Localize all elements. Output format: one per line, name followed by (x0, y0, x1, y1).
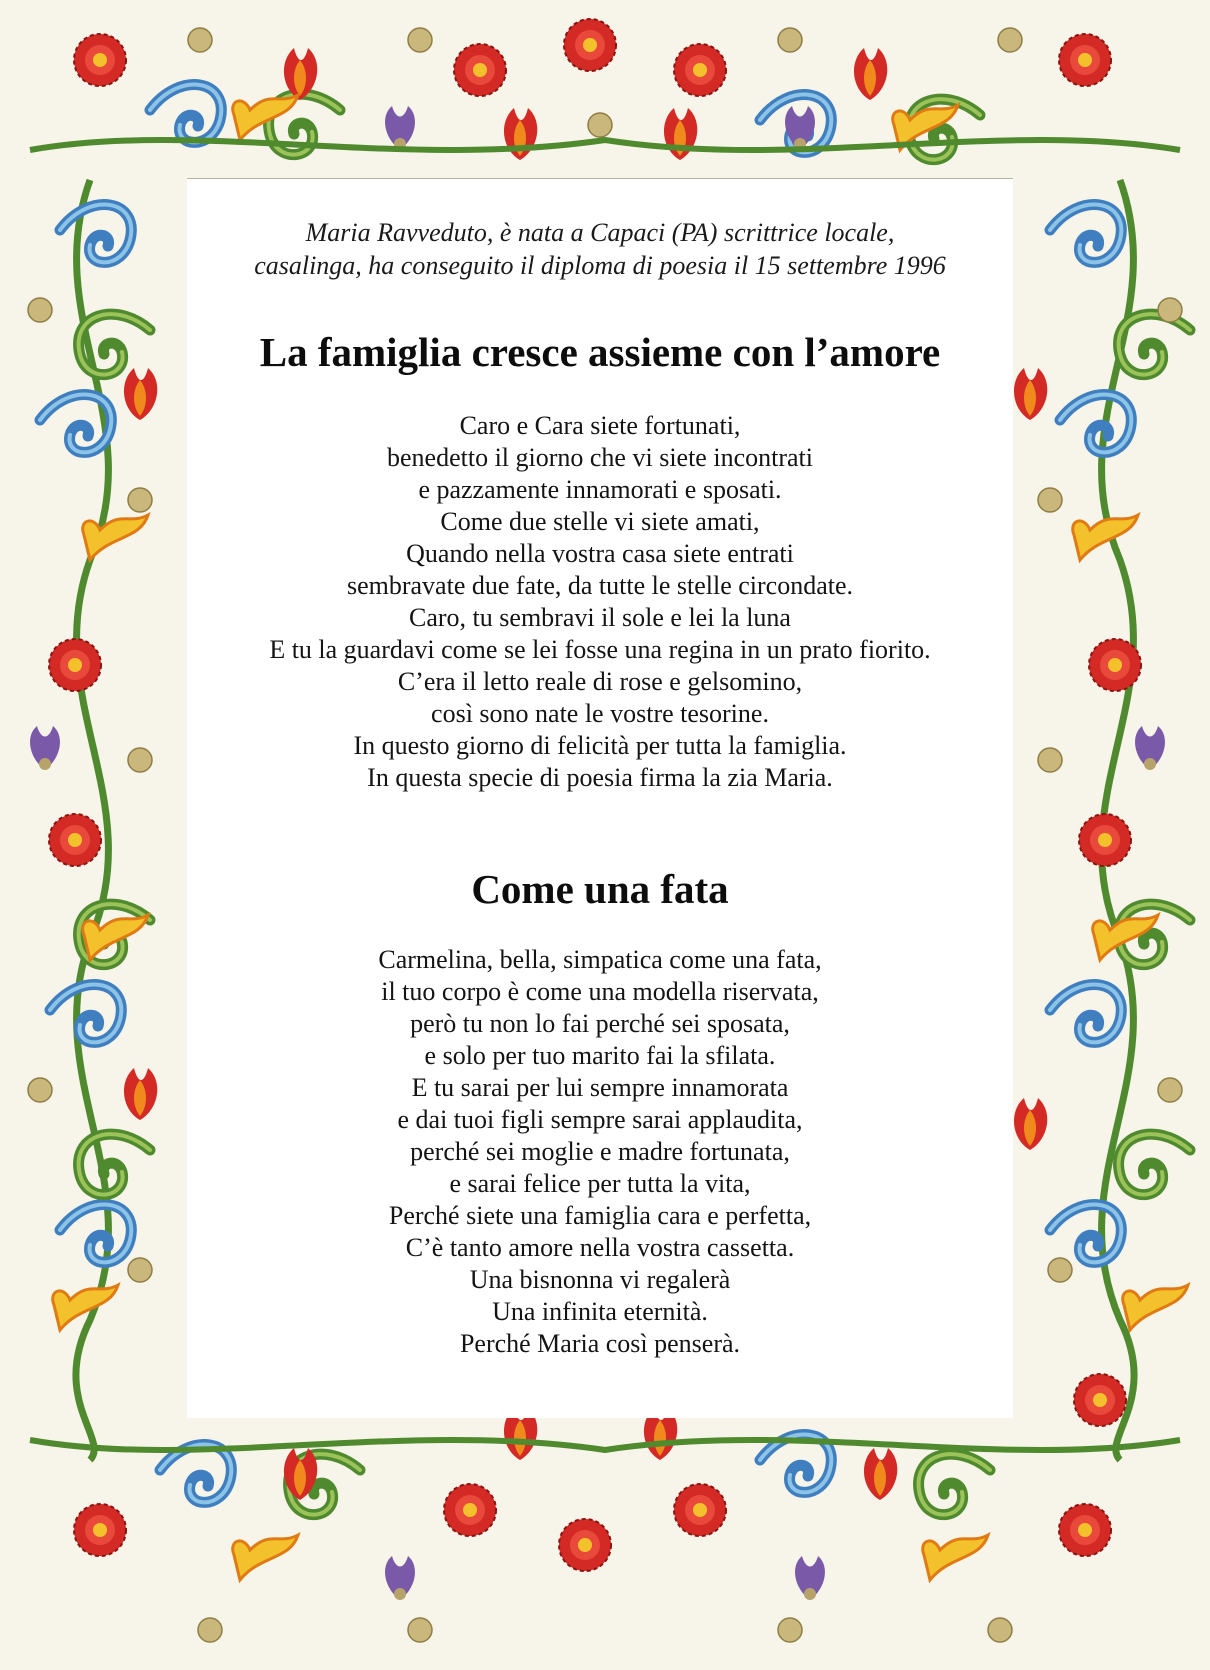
text-panel (187, 178, 1013, 1418)
intro-line: casalinga, ha conseguito il diploma di poesia il 15 settembre 1996 (254, 251, 946, 280)
poem-line: Carmelina, bella, simpatica come una fata, (378, 945, 822, 974)
intro-line: Maria Ravveduto, è nata a Capaci (PA) scrittrice locale, (305, 218, 895, 247)
poem-line: e pazzamente innamorati e sposati. (418, 475, 782, 504)
poem-line: perché sei moglie e madre fortunata, (410, 1137, 790, 1166)
poem-line: però tu non lo fai perché sei sposata, (410, 1009, 790, 1038)
poem-line: Caro e Cara siete fortunati, (459, 411, 741, 440)
poem-line: E tu la guardavi come se lei fosse una regina in un prato fiorito. (269, 635, 931, 664)
poem-line: e solo per tuo marito fai la sfilata. (424, 1041, 776, 1070)
poem-line: benedetto il giorno che vi siete incontrati (387, 443, 813, 472)
poem-line: Perché siete una famiglia cara e perfetta, (388, 1201, 812, 1230)
poem-line: E tu sarai per lui sempre innamorata (411, 1073, 789, 1102)
poem-line: Perché Maria così penserà. (459, 1329, 741, 1358)
poem-line: e sarai felice per tutta la vita, (449, 1169, 751, 1198)
poem-title: Come una fata (471, 866, 729, 912)
poem-line: il tuo corpo è come una modella riservata, (381, 977, 819, 1006)
poem-line: e dai tuoi figli sempre sarai applaudita, (397, 1105, 803, 1134)
poem-line: sembravate due fate, da tutte le stelle circondate. (346, 571, 854, 600)
poem-line: In questo giorno di felicità per tutta la famiglia. (353, 731, 847, 760)
poem-stanza (187, 410, 1013, 794)
poem-line: Quando nella vostra casa siete entrati (406, 539, 794, 568)
divider (187, 178, 1013, 179)
poem-line: C’era il letto reale di rose e gelsomino, (397, 667, 803, 696)
poem-line: Come due stelle vi siete amati, (440, 507, 760, 536)
author-intro (187, 216, 1013, 282)
poem-line: C’è tanto amore nella vostra cassetta. (405, 1233, 795, 1262)
poem-line: In questa specie di poesia firma la zia Maria. (367, 763, 833, 792)
poem-line: Una bisnonna vi regalerà (469, 1265, 731, 1294)
poem-line: Una infinita eternità. (492, 1297, 708, 1326)
poem-title: La famiglia cresce assieme con l’amore (259, 329, 941, 375)
poem-line: Caro, tu sembravi il sole e lei la luna (409, 603, 791, 632)
poem-line: così sono nate le vostre tesorine. (431, 699, 769, 728)
poem-stanza (187, 944, 1013, 1360)
